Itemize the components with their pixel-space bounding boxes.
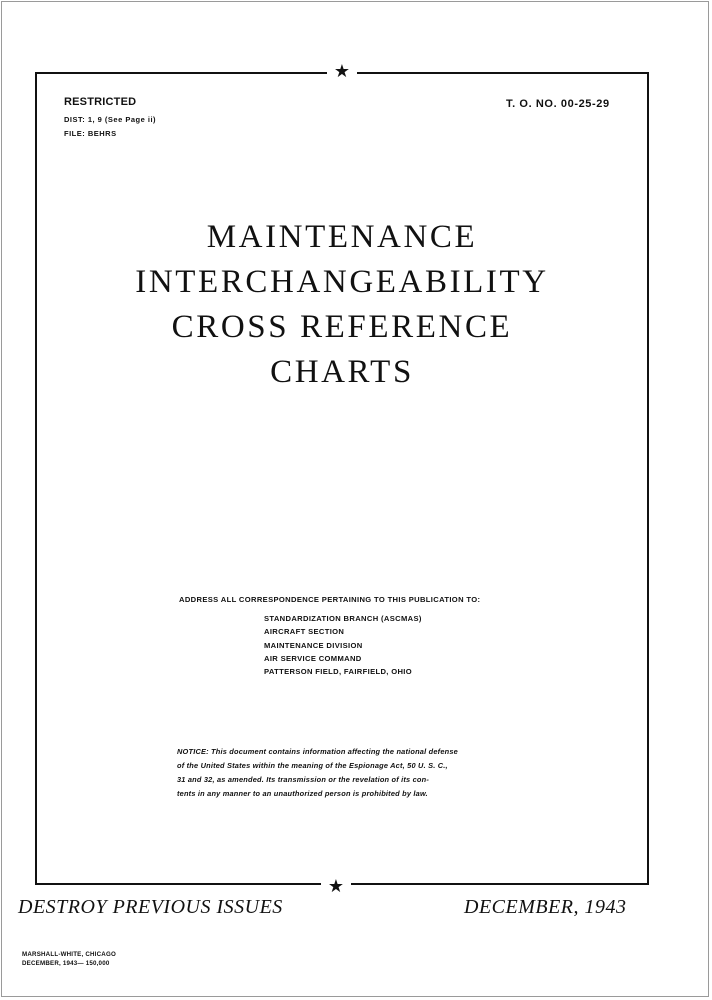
title-line: MAINTENANCE bbox=[206, 219, 478, 255]
printer-line: MARSHALL-WHITE, CHICAGO bbox=[22, 951, 116, 958]
document-title bbox=[36, 215, 648, 395]
printer-line: DECEMBER, 1943— 150,000 bbox=[22, 959, 110, 967]
notice-line: of the United States within the meaning of the Espionage Act, 50 U. S. C., bbox=[177, 761, 448, 770]
correspondence-heading: ADDRESS ALL CORRESPONDENCE PERTAINING TO THIS PUBLICATION TO: bbox=[179, 595, 481, 604]
title-line: CROSS REFERENCE bbox=[171, 309, 513, 345]
address-line: AIRCRAFT SECTION bbox=[264, 627, 345, 637]
correspondence-address bbox=[264, 612, 422, 678]
publication-date: DECEMBER, 1943 bbox=[464, 896, 627, 918]
file-line: FILE: BEHRS bbox=[64, 129, 117, 138]
classification-label: RESTRICTED bbox=[64, 96, 137, 108]
address-line: AIR SERVICE COMMAND bbox=[264, 653, 362, 663]
star-ornament-bottom: ★ bbox=[321, 877, 351, 897]
notice-line: tents in any manner to an unauthorized person is prohibited by law. bbox=[177, 789, 428, 798]
notice-line: 31 and 32, as amended. Its transmission or the revelation of its con- bbox=[177, 775, 430, 784]
address-line: PATTERSON FIELD, FAIRFIELD, OHIO bbox=[264, 667, 413, 677]
notice-line: NOTICE: This document contains information affecting the national defense bbox=[177, 747, 458, 756]
security-notice bbox=[177, 745, 502, 801]
technical-order-number: T. O. NO. 00-25-29 bbox=[506, 98, 610, 110]
distribution-line: DIST: 1, 9 (See Page ii) bbox=[64, 115, 157, 124]
destroy-previous-issues: DESTROY PREVIOUS ISSUES bbox=[18, 896, 283, 918]
star-ornament-top: ★ bbox=[327, 62, 357, 82]
title-line: INTERCHANGEABILITY bbox=[135, 264, 549, 300]
address-line: STANDARDIZATION BRANCH (ASCMAS) bbox=[264, 614, 422, 623]
title-line: CHARTS bbox=[270, 354, 414, 390]
address-line: MAINTENANCE DIVISION bbox=[264, 640, 363, 650]
printer-imprint bbox=[22, 951, 116, 968]
